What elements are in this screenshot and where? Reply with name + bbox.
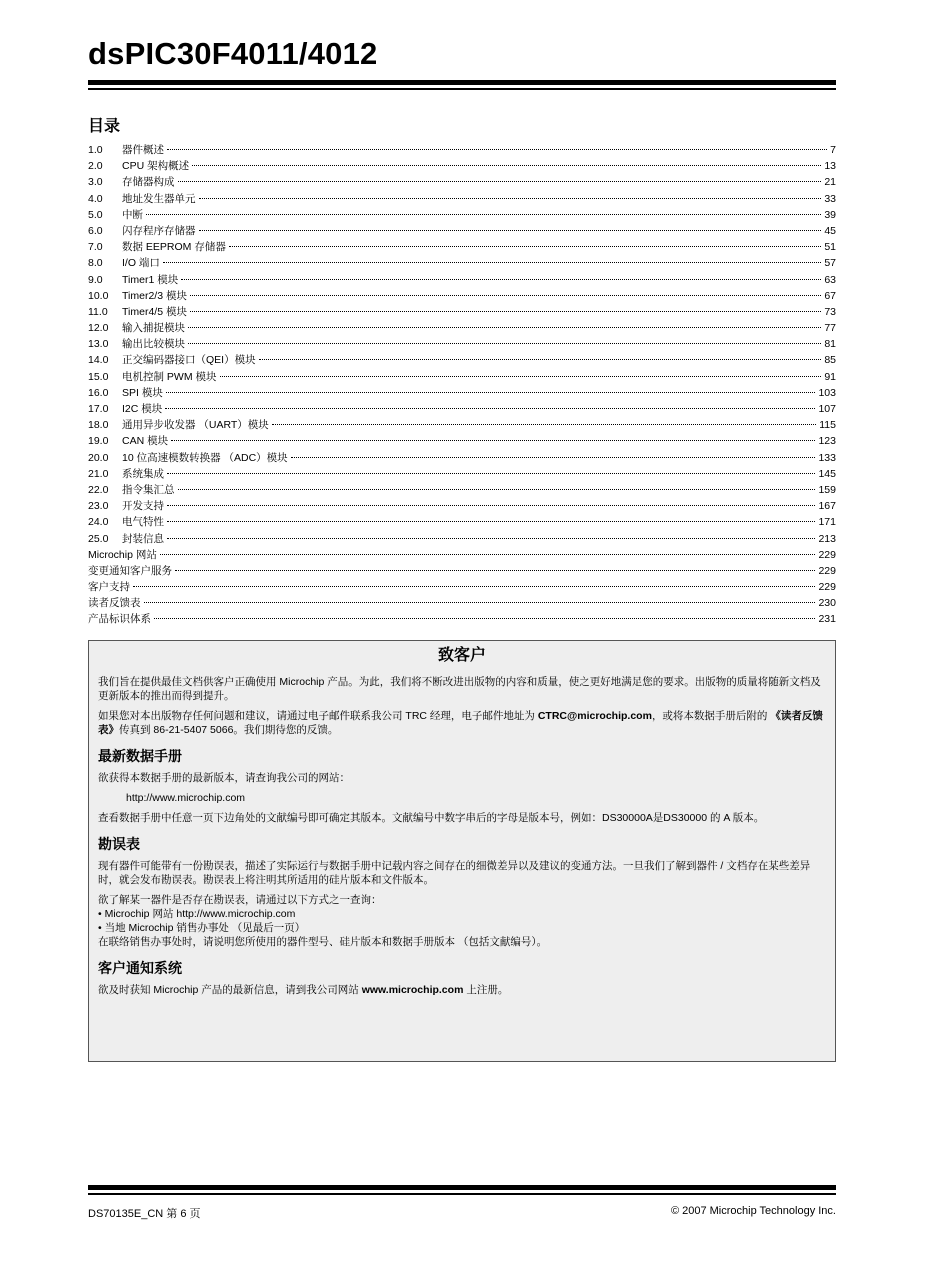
toc-entry[interactable] [88,417,836,433]
toc-entry-page: 13 [824,160,836,173]
toc-entry[interactable] [88,255,836,271]
toc-entry-page: 159 [818,483,836,496]
toc-entry-title: 指令集汇总 [122,483,175,496]
toc-entry-page: 213 [818,532,836,545]
toc-leader-dots [154,617,815,619]
toc-leader-dots [199,229,822,231]
toc-entry-number: 10.0 [88,289,109,302]
toc-entry-page: 230 [818,597,836,610]
toc-entry-title: 中断 [122,208,143,221]
toc-entry-title: SPI 模块 [122,386,163,399]
version-explanation: 查看数据手册中任意一页下边角处的文献编号即可确定其版本。文献编号中数字串后的字母是版本号，例如：DS30000A是DS30000 的 A 版本。 [98,812,765,824]
toc-entry-number: 2.0 [88,160,103,173]
toc-entry-page: 67 [824,289,836,302]
toc-entry[interactable] [88,352,836,368]
toc-entry-page: 103 [818,386,836,399]
toc-entry[interactable] [88,498,836,514]
toc-entry-page: 107 [818,403,836,415]
toc-entry[interactable] [88,385,836,401]
errata-query-text: 欲了解某一器件是否存在勘误表，请通过以下方式之一查询： [98,894,382,906]
toc-entry[interactable] [88,433,836,449]
toc-leader-dots [167,472,815,474]
toc-entry-title: 存储器构成 [122,176,175,189]
toc-entry-page: 21 [824,176,836,189]
toc-entry-page: 51 [824,241,836,254]
errata-bullet-website: • Microchip 网站 http://www.microchip.com [98,908,296,920]
toc-leader-dots [188,342,821,344]
toc-leader-dots [188,326,821,328]
notification-text-b: 上注册。 [463,984,509,996]
toc-entry-title: 电气特性 [122,516,164,529]
toc-entry-title: 地址发生器单元 [122,192,196,205]
toc-leader-dots [175,569,815,571]
errata-bullet-sales-text: 当地 Microchip 销售办事处 （见最后一页） [104,922,306,934]
toc-leader-dots [199,197,822,199]
toc-entry-page: 81 [824,338,836,351]
toc-entry-title: 系统集成 [122,467,164,480]
toc-entry-page: 39 [824,208,836,221]
toc-entry-title: 通用异步收发器 （UART）模块 [122,419,269,432]
toc-entry-number: 1.0 [88,144,103,156]
errata-text: 现有器件可能带有一份勘误表，描述了实际运行与数据手册中记载内容之间存在的细微差异以及建议的变通方法。一旦我们了解到器件 / 文档存在某些差异时，就会发布勘误表。勘误表上将注明其所适用的硅片版本和文件版本。 [98,860,811,886]
toc-entry[interactable] [88,239,836,255]
toc-leader-dots [190,310,821,312]
toc-entry[interactable] [88,547,836,563]
errata-heading: 勘误表 [98,836,140,852]
toc-entry-page: 145 [818,467,836,480]
toc-entry-number: 24.0 [88,516,109,529]
toc-entry-title: 客户支持 [88,581,130,594]
toc-entry-number: 17.0 [88,403,109,415]
toc-entry-title: 封装信息 [122,532,164,545]
toc-leader-dots [167,504,815,506]
toc-entry[interactable] [88,579,836,595]
toc-leader-dots [181,278,821,280]
toc-entry[interactable] [88,466,836,482]
toc-entry[interactable] [88,514,836,530]
toc-entry-page: 167 [818,500,836,513]
toc-leader-dots [178,488,816,490]
toc-leader-dots [229,245,821,247]
toc-entry-title: 闪存程序存储器 [122,224,196,237]
toc-entry-number: 9.0 [88,273,103,286]
errata-contact-text: 在联络销售办事处时，请说明您所使用的器件型号、硅片版本和数据手册版本 （包括文献编号）。 [98,936,548,948]
toc-leader-dots [133,585,815,587]
toc-leader-dots [146,213,821,215]
toc-entry-title: 数据 EEPROM 存储器 [122,241,226,254]
toc-leader-dots [165,407,815,409]
toc-entry-page: 133 [818,451,836,464]
notification-text-a: 欲及时获知 Microchip 产品的最新信息，请到我公司网站 [98,984,362,996]
toc-entry[interactable] [88,482,836,498]
toc-entry-number: 7.0 [88,241,103,254]
notice-intro-2 [98,709,826,737]
toc-entry-page: 229 [818,581,836,594]
toc-entry[interactable] [88,288,836,304]
title-rule-thick [88,80,836,85]
toc-leader-dots [167,148,827,150]
notice-intro-2-text-a: 如果您对本出版物存任何问题和建议，请通过电子邮件联系我公司 TRC 经理，电子邮件地址为 [98,710,538,722]
title-rule-thin [88,88,836,90]
toc-entry[interactable] [88,158,836,174]
microchip-url-link[interactable]: http://www.microchip.com [126,792,246,804]
toc-entry-number: 25.0 [88,532,109,545]
toc-entry-page: 57 [824,257,836,270]
toc-entry-page: 171 [818,516,836,529]
toc-leader-dots [259,358,822,360]
toc-entry-page: 91 [824,370,836,383]
toc-entry-number: 4.0 [88,192,103,205]
toc-entry[interactable] [88,223,836,239]
toc-entry-number: 3.0 [88,176,103,189]
toc-entry-page: 63 [824,273,836,286]
toc-leader-dots [220,375,822,377]
toc-entry-page: 229 [818,564,836,577]
customer-notice-box [88,640,836,1062]
toc-leader-dots [171,439,815,441]
toc-entry-title: CPU 架构概述 [122,160,190,173]
toc-leader-dots [160,553,816,555]
toc-entry-title: 输入捕捉模块 [122,322,185,335]
footer-rule-thin [88,1193,836,1195]
table-of-contents [88,142,836,628]
toc-entry-title: 开发支持 [122,500,164,513]
toc-entry-number: 18.0 [88,419,109,432]
toc-entry-number: 11.0 [88,305,108,318]
toc-entry[interactable] [88,304,836,320]
toc-entry-number: 5.0 [88,208,103,221]
toc-entry-number: 21.0 [88,467,109,480]
toc-entry-page: 123 [818,435,836,448]
toc-entry[interactable] [88,595,836,611]
toc-leader-dots [166,391,816,393]
trc-email-link[interactable]: CTRC@microchip.com [537,710,652,722]
microchip-register-link[interactable]: www.microchip.com [361,984,464,996]
toc-entry-page: 45 [824,224,836,237]
footer-copyright: © 2007 Microchip Technology Inc. [670,1205,836,1217]
toc-entry[interactable] [88,272,836,288]
errata-bullet-website-text: Microchip 网站 http://www.microchip.com [104,908,296,920]
notice-intro-1: 我们旨在提供最佳文档供客户正确使用 Microchip 产品。为此，我们将不断改进出版物的内容和质量，使之更好地满足您的要求。出版物的质量将随新文档及更新版本的推出而得到提升。 [98,676,821,702]
toc-entry[interactable] [88,450,836,466]
toc-entry-title: 器件概述 [122,144,164,156]
toc-entry-page: 77 [824,322,836,335]
toc-entry-number: 20.0 [88,451,109,464]
errata-bullet-sales: • 当地 Microchip 销售办事处 （见最后一页） [98,922,306,934]
toc-entry-title: Timer2/3 模块 [122,289,187,302]
toc-leader-dots [163,261,821,263]
toc-entry[interactable] [88,174,836,190]
toc-entry-number: 13.0 [88,338,109,351]
toc-entry-page: 229 [818,548,836,561]
toc-entry[interactable] [88,369,836,385]
toc-entry-page: 7 [830,144,836,156]
footer-doc-number: DS70135E_CN 第 6 页 [88,1208,201,1220]
toc-entry-title: 输出比较模块 [122,338,185,351]
toc-entry-number: 22.0 [88,483,109,496]
toc-entry-title: 10 位高速模数转换器 （ADC）模块 [122,451,288,464]
toc-leader-dots [167,537,815,539]
toc-entry-title: Timer1 模块 [122,273,179,286]
toc-entry-number: 15.0 [88,370,109,383]
toc-entry[interactable] [88,336,836,352]
toc-entry-title: 读者反馈表 [88,597,141,610]
toc-entry[interactable] [88,401,836,417]
notification-heading: 客户通知系统 [98,960,182,976]
notification-text [98,983,826,997]
toc-entry-page: 231 [818,613,836,626]
notice-intro-2-text-c: 传真到 86-21-5407 5066。我们期待您的反馈。 [119,724,339,736]
toc-entry-title: 正交编码器接口（QEI）模块 [122,354,256,367]
toc-entry[interactable] [88,142,836,158]
latest-datasheet-heading: 最新数据手册 [98,748,182,764]
toc-entry[interactable] [88,191,836,207]
toc-leader-dots [167,520,815,522]
toc-entry-title: I2C 模块 [122,403,163,415]
latest-datasheet-text: 欲获得本数据手册的最新版本，请查询我公司的网站： [98,772,350,784]
toc-entry-title: I/O 端口 [122,257,160,270]
toc-entry-page: 115 [819,419,836,432]
toc-leader-dots [272,423,816,425]
document-title: dsPIC30F4011/4012 [88,36,378,71]
toc-entry-page: 85 [824,354,836,367]
toc-leader-dots [291,456,816,458]
toc-entry-title: Microchip 网站 [88,548,157,561]
toc-entry-page: 73 [824,305,836,318]
toc-entry-title: 产品标识体系 [88,613,151,626]
notice-intro-2-text-b: ，或将本数据手册后附的 [651,710,771,722]
toc-entry-number: 14.0 [88,354,109,367]
toc-entry-title: Timer4/5 模块 [122,305,187,318]
toc-heading: 目录 [88,118,121,135]
toc-entry-number: 16.0 [88,386,109,399]
toc-leader-dots [144,601,816,603]
toc-entry-title: 电机控制 PWM 模块 [122,370,217,383]
toc-entry[interactable] [88,531,836,547]
toc-leader-dots [192,164,821,166]
toc-entry[interactable] [88,320,836,336]
toc-entry-number: 6.0 [88,224,103,237]
toc-entry-number: 23.0 [88,500,109,513]
toc-entry-title: 变更通知客户服务 [88,564,172,577]
toc-entry-number: 8.0 [88,257,103,270]
toc-entry[interactable] [88,611,836,627]
toc-entry[interactable] [88,563,836,579]
toc-leader-dots [190,294,821,296]
toc-entry-number: 19.0 [88,435,109,448]
toc-entry[interactable] [88,207,836,223]
notice-title: 致客户 [437,647,486,664]
reader-feedback-form-ref: 《读者反馈表》 [98,710,823,736]
toc-entry-number: 12.0 [88,322,109,335]
footer-rule-thick [88,1185,836,1190]
toc-leader-dots [178,180,822,182]
toc-entry-title: CAN 模块 [122,435,169,448]
toc-entry-page: 33 [824,192,836,205]
